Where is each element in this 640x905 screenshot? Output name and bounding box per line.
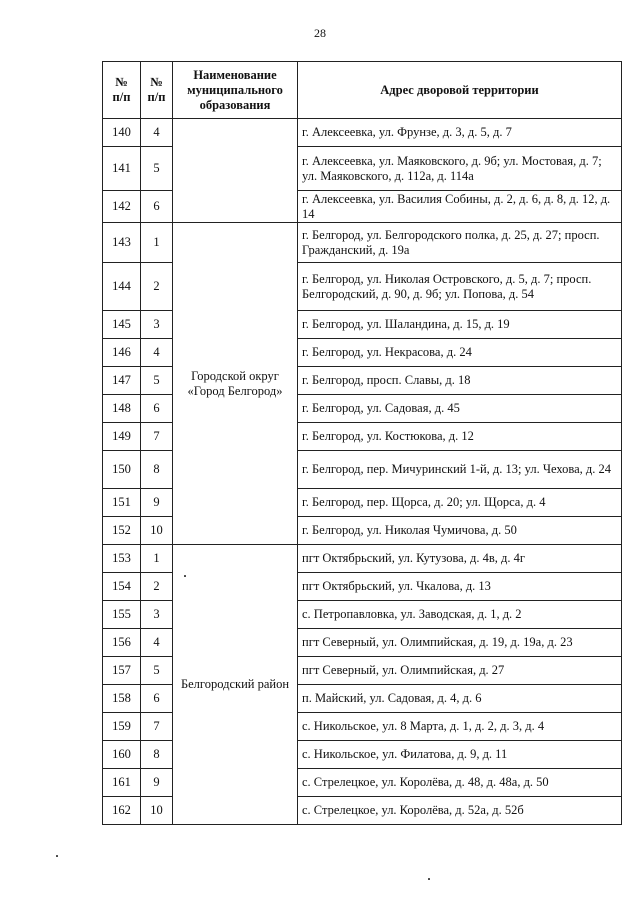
row-local-number: 2: [141, 263, 173, 311]
row-number: 159: [103, 713, 141, 741]
row-local-number: 6: [141, 395, 173, 423]
row-local-number: 4: [141, 119, 173, 147]
row-local-number: 5: [141, 367, 173, 395]
row-number: 143: [103, 223, 141, 263]
row-address: с. Петропавловка, ул. Заводская, д. 1, д. 2: [298, 601, 622, 629]
row-address: с. Стрелецкое, ул. Королёва, д. 48, д. 48а, д. 50: [298, 769, 622, 797]
row-number: 155: [103, 601, 141, 629]
row-address: г. Белгород, ул. Костюкова, д. 12: [298, 423, 622, 451]
row-address: г. Алексеевка, ул. Маяковского, д. 9б; ул. Мостовая, д. 7; ул. Маяковского, д. 112а, д. 114а: [298, 147, 622, 191]
page-number: 28: [314, 26, 326, 40]
row-address: с. Никольское, ул. Филатова, д. 9, д. 11: [298, 741, 622, 769]
row-local-number: 3: [141, 601, 173, 629]
row-number: 145: [103, 311, 141, 339]
header-num-local: № п/п: [141, 62, 173, 119]
row-local-number: 1: [141, 223, 173, 263]
row-address: г. Белгород, просп. Славы, д. 18: [298, 367, 622, 395]
row-address: г. Алексеевка, ул. Фрунзе, д. 3, д. 5, д. 7: [298, 119, 622, 147]
header-num-total: № п/п: [103, 62, 141, 119]
row-local-number: 7: [141, 423, 173, 451]
row-number: 154: [103, 573, 141, 601]
row-local-number: 5: [141, 147, 173, 191]
row-number: 140: [103, 119, 141, 147]
row-number: 147: [103, 367, 141, 395]
row-local-number: 4: [141, 629, 173, 657]
yard-territories-table: [102, 61, 622, 825]
row-local-number: 9: [141, 489, 173, 517]
row-number: 157: [103, 657, 141, 685]
row-local-number: 1: [141, 545, 173, 573]
row-number: 146: [103, 339, 141, 367]
row-address: г. Алексеевка, ул. Василия Собины, д. 2, д. 6, д. 8, д. 12, д. 14: [298, 191, 622, 223]
row-local-number: 10: [141, 797, 173, 825]
row-number: 148: [103, 395, 141, 423]
row-address: г. Белгород, ул. Белгородского полка, д. 25, д. 27; просп. Гражданский, д. 19а: [298, 223, 622, 263]
table-row: [103, 119, 622, 147]
row-number: 153: [103, 545, 141, 573]
row-number: 156: [103, 629, 141, 657]
row-address: г. Белгород, пер. Мичуринский 1-й, д. 13; ул. Чехова, д. 24: [298, 451, 622, 489]
table-header-row: [103, 62, 622, 119]
row-local-number: 5: [141, 657, 173, 685]
municipality-belgorod-city: Городской округ «Город Белгород»: [173, 223, 298, 545]
row-address: пгт Северный, ул. Олимпийская, д. 19, д. 19а, д. 23: [298, 629, 622, 657]
header-address: Адрес дворовой территории: [298, 62, 622, 119]
row-number: 161: [103, 769, 141, 797]
row-address: пгт Октябрьский, ул. Чкалова, д. 13: [298, 573, 622, 601]
row-address: г. Белгород, ул. Николая Островского, д. 5, д. 7; просп. Белгородский, д. 90, д. 9б; ул. Попова, д. 54: [298, 263, 622, 311]
row-address: пгт Октябрьский, ул. Кутузова, д. 4в, д. 4г: [298, 545, 622, 573]
table-row: [103, 545, 622, 573]
municipality-cell-alekseevka: [173, 119, 298, 223]
row-local-number: 8: [141, 741, 173, 769]
row-address: г. Белгород, ул. Некрасова, д. 24: [298, 339, 622, 367]
scan-speck: [428, 878, 430, 880]
row-number: 144: [103, 263, 141, 311]
row-local-number: 2: [141, 573, 173, 601]
row-number: 150: [103, 451, 141, 489]
row-number: 158: [103, 685, 141, 713]
row-address: с. Никольское, ул. 8 Марта, д. 1, д. 2, д. 3, д. 4: [298, 713, 622, 741]
row-local-number: 9: [141, 769, 173, 797]
scan-speck: [56, 855, 58, 857]
row-address: г. Белгород, ул. Шаландина, д. 15, д. 19: [298, 311, 622, 339]
row-address: с. Стрелецкое, ул. Королёва, д. 52а, д. 52б: [298, 797, 622, 825]
header-municipality: Наименование муниципального образования: [173, 62, 298, 119]
row-local-number: 8: [141, 451, 173, 489]
row-local-number: 10: [141, 517, 173, 545]
row-local-number: 7: [141, 713, 173, 741]
row-local-number: 6: [141, 191, 173, 223]
row-address: пгт Северный, ул. Олимпийская, д. 27: [298, 657, 622, 685]
row-number: 162: [103, 797, 141, 825]
row-number: 142: [103, 191, 141, 223]
municipality-belgorod-district: Белгородский район: [173, 545, 298, 825]
row-address: п. Майский, ул. Садовая, д. 4, д. 6: [298, 685, 622, 713]
table-row: [103, 223, 622, 263]
row-address: г. Белгород, ул. Николая Чумичова, д. 50: [298, 517, 622, 545]
row-local-number: 6: [141, 685, 173, 713]
scan-speck: [184, 575, 186, 577]
row-number: 141: [103, 147, 141, 191]
row-number: 160: [103, 741, 141, 769]
row-address: г. Белгород, пер. Щорса, д. 20; ул. Щорса, д. 4: [298, 489, 622, 517]
row-number: 152: [103, 517, 141, 545]
row-local-number: 4: [141, 339, 173, 367]
row-number: 151: [103, 489, 141, 517]
row-local-number: 3: [141, 311, 173, 339]
row-address: г. Белгород, ул. Садовая, д. 45: [298, 395, 622, 423]
row-number: 149: [103, 423, 141, 451]
